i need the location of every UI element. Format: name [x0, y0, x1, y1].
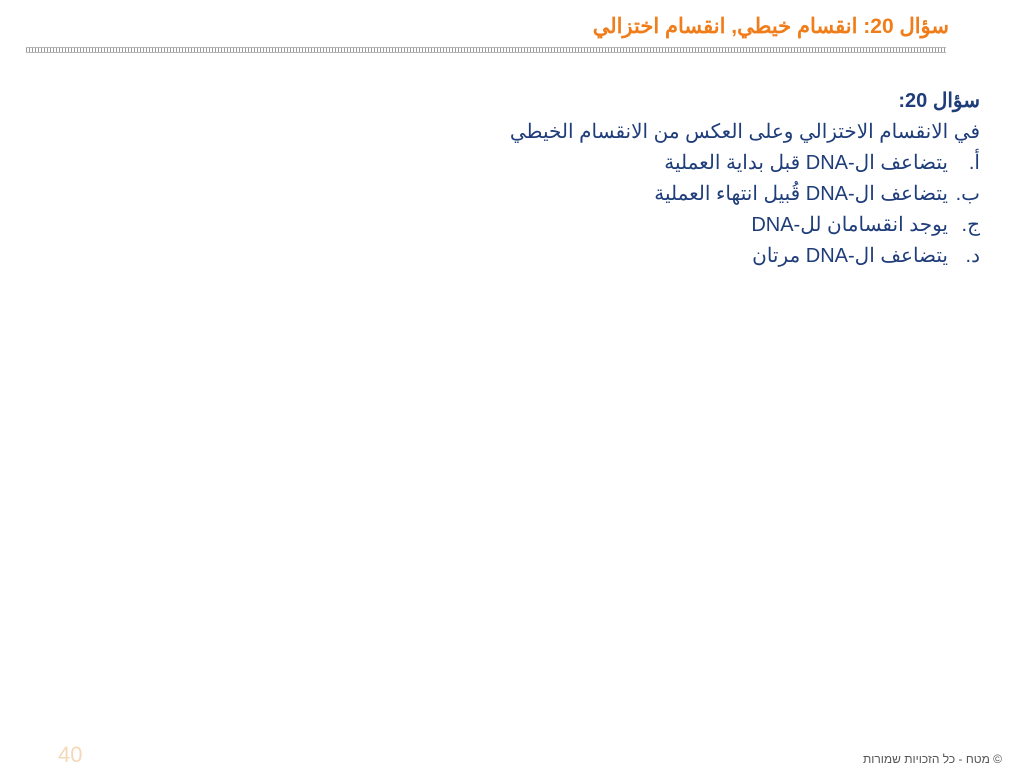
question-block: [510, 86, 980, 272]
answer-text: يوجد انقسامان لل-DNA: [751, 214, 948, 236]
question-heading: سؤال 20:: [898, 90, 980, 112]
answer-option-c: [510, 210, 980, 241]
answer-option-d: [510, 241, 980, 272]
answer-marker: ج.: [961, 214, 980, 236]
answer-marker: د.: [965, 245, 980, 267]
answer-option-a: [510, 148, 980, 179]
answer-marker: ب.: [955, 183, 980, 205]
answer-text: يتضاعف ال-DNA مرتان: [752, 245, 948, 267]
page-number: 40: [58, 742, 83, 767]
answer-text: يتضاعف ال-DNA قُبيل انتهاء العملية: [654, 183, 948, 205]
question-stem: في الانقسام الاختزالي وعلى العكس من الانقسام الخيطي: [509, 121, 980, 143]
title-divider: [26, 47, 946, 53]
slide-title: سؤال 20: انقسام خيطي, انقسام اختزالي: [592, 15, 949, 38]
copyright-notice: © מטח - כל הזכויות שמורות: [862, 752, 1002, 766]
answer-list: [510, 148, 980, 272]
answer-text: يتضاعف ال-DNA قبل بداية العملية: [664, 152, 948, 174]
answer-marker: أ.: [968, 152, 980, 174]
answer-option-b: [510, 179, 980, 210]
